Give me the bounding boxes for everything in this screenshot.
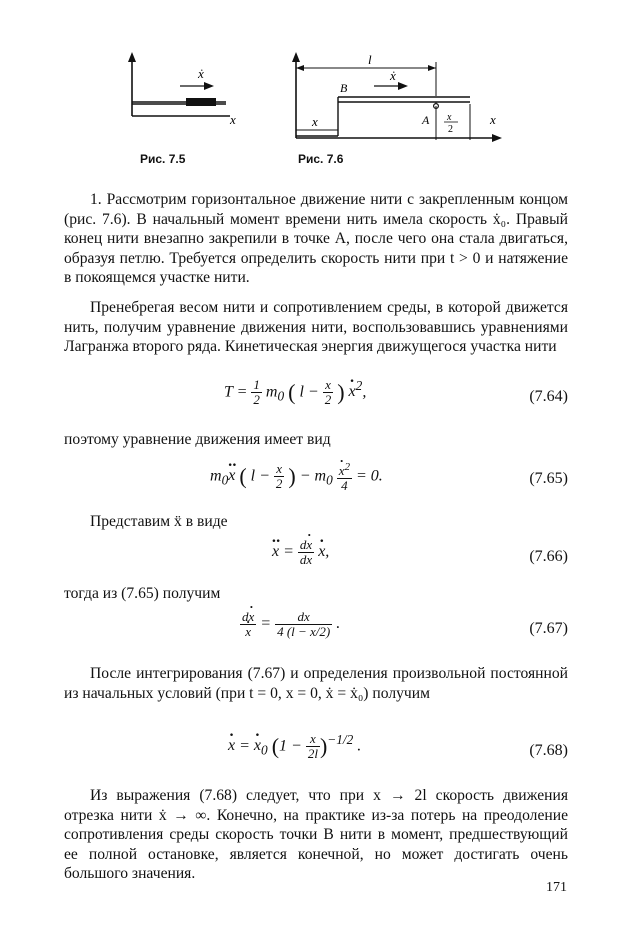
- equation-7-67: [64, 610, 568, 650]
- svg-text:A: A: [422, 113, 430, 127]
- equation-7-64: [64, 378, 568, 418]
- fig-7-6: [292, 52, 502, 142]
- equation-7-65: [64, 460, 568, 500]
- equation-7-66-expr: ·· x = $\frac{d\cdot x}{dx}$ · x,: [272, 538, 329, 567]
- equation-number: (7.67): [529, 620, 568, 637]
- paragraph-4: Представим ẍ в виде: [90, 513, 228, 530]
- svg-text:x: x: [447, 112, 452, 123]
- svg-text:B: B: [340, 81, 348, 95]
- paragraph-1: 1. Рассмотрим горизонтальное движение нити с закрепленным концом (рис. 7.6). В начальный момент времени нить имела скорость ẋ₀. Правый конец нити внезапно закрепили в точке A, после чего она стала двигаться, образуя петлю. Требуется определить скорость нити при t > 0 и натяжение в покоящемся участке нити.: [64, 191, 568, 286]
- paragraph-6: После интегрирования (7.67) и определения произвольной постоянной из начальных условий (при t = 0, x = 0, ẋ = ẋ₀) получим: [64, 665, 568, 702]
- paragraph-5: тогда из (7.65) получим: [64, 585, 221, 602]
- svg-text:x: x: [230, 112, 236, 127]
- fig-7-5: [128, 52, 236, 127]
- figure-caption-7-5: Рис. 7.5: [140, 152, 186, 166]
- figures-area: [118, 40, 518, 170]
- equation-number: (7.65): [529, 470, 568, 487]
- equation-7-66: [64, 538, 568, 578]
- figure-diagrams: [118, 40, 518, 170]
- svg-text:x: x: [312, 114, 318, 129]
- svg-text:l: l: [368, 52, 372, 67]
- equation-number: (7.64): [529, 388, 568, 405]
- svg-text:ẋ: ẋ: [390, 68, 396, 83]
- figure-caption-7-6: Рис. 7.6: [298, 152, 344, 166]
- equation-7-68-expr: · x = · $x_0$ (1 − $\frac{x}{2l}$ )$^{-1/2}$ .: [228, 732, 361, 761]
- page-number: 171: [546, 880, 567, 895]
- equation-7-67-expr: d· x · x = $\frac{dx}{4 (l - x/2)}$ .: [240, 610, 340, 639]
- equation-7-65-expr: $m_0\cdot\cdot x$ ( l − $\frac{x}{2}$ ) − $m_0$ · $\frac{x^2}{4}$ = 0.: [210, 460, 383, 493]
- paragraph-7: Из выражения (7.68) следует, что при x → 2l скорость движения отрезка нити ẋ → ∞. Конечно, на практике из-за потерь на преодоление сопротивления среды скорость точки B нити в момент, предшествующий ее полной остановке, является конечной, но может достигать очень большого значения.: [64, 787, 568, 882]
- equation-number: (7.66): [529, 548, 568, 565]
- equation-7-68: [64, 732, 568, 772]
- equation-7-64-expr: T = $\frac{1}{2}$ $m_0$ ( l − $\frac{x}{2}$ ) · $x^2$,: [224, 378, 366, 407]
- svg-text:2: 2: [448, 124, 453, 135]
- equation-number: (7.68): [529, 742, 568, 759]
- paragraph-2: Пренебрегая весом нити и сопротивлением среды, в которой движется нить, получим уравнение движения нити, воспользовавшись уравнениями Лагранжа второго ряда. Кинетическая энергия движущегося участка нити: [64, 299, 568, 355]
- svg-text:ẋ: ẋ: [198, 66, 204, 81]
- paragraph-3: поэтому уравнение движения имеет вид: [64, 431, 331, 448]
- svg-text:x: x: [490, 112, 496, 127]
